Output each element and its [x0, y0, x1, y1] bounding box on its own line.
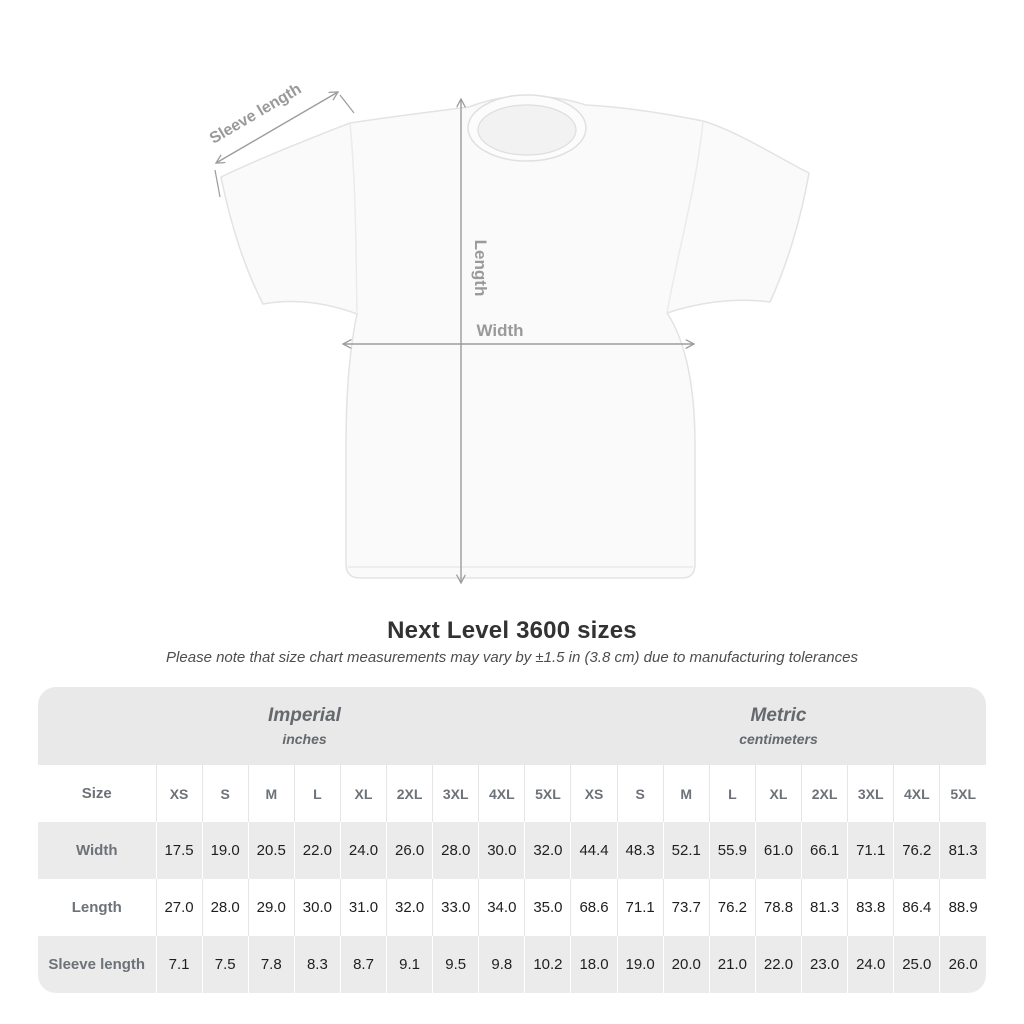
sleeve-extension-tick-right [340, 95, 354, 113]
unit-group-header-row [38, 687, 986, 765]
measurement-value: 52.1 [663, 822, 709, 879]
size-column-header: 3XL [848, 765, 894, 822]
measurement-value: 19.0 [617, 936, 663, 993]
length-label: Length [471, 239, 490, 297]
measurement-value: 73.7 [663, 879, 709, 936]
measurement-value: 55.9 [709, 822, 755, 879]
size-chart-table [38, 687, 986, 993]
size-header-row [38, 765, 986, 822]
measurement-value: 33.0 [433, 879, 479, 936]
measurement-value: 88.9 [940, 879, 986, 936]
measurement-value: 61.0 [755, 822, 801, 879]
measurement-value: 31.0 [340, 879, 386, 936]
page-title: Next Level 3600 sizes [387, 617, 637, 644]
measurement-value: 32.0 [525, 822, 571, 879]
measurement-value: 35.0 [525, 879, 571, 936]
tolerance-note: Please note that size chart measurements may vary by ±1.5 in (3.8 cm) due to manufacturing tolerances [166, 649, 858, 666]
measurement-value: 20.5 [248, 822, 294, 879]
measurement-value: 24.0 [340, 822, 386, 879]
metric-group-title: Metric [750, 705, 807, 726]
measurement-value: 81.3 [940, 822, 986, 879]
measurement-value: 19.0 [202, 822, 248, 879]
measurement-value: 8.7 [340, 936, 386, 993]
size-column-header: 5XL [940, 765, 986, 822]
measurement-row [38, 879, 986, 936]
measurement-value: 25.0 [894, 936, 940, 993]
measurement-value: 29.0 [248, 879, 294, 936]
measurement-value: 24.0 [848, 936, 894, 993]
measurement-value: 9.5 [433, 936, 479, 993]
measurement-value: 9.1 [387, 936, 433, 993]
size-column-header: S [202, 765, 248, 822]
measurement-value: 20.0 [663, 936, 709, 993]
measurement-value: 71.1 [617, 879, 663, 936]
sleeve-length-label: Sleeve length [206, 80, 305, 148]
size-column-header: 5XL [525, 765, 571, 822]
measurement-value: 22.0 [294, 822, 340, 879]
measurement-value: 44.4 [571, 822, 617, 879]
size-column-header: 4XL [894, 765, 940, 822]
imperial-group-header [38, 687, 571, 765]
size-column-header: XL [340, 765, 386, 822]
measurement-value: 76.2 [709, 879, 755, 936]
measurement-row [38, 936, 986, 993]
measurement-value: 66.1 [802, 822, 848, 879]
measurement-value: 30.0 [479, 822, 525, 879]
metric-group-subtitle: centimeters [739, 731, 818, 747]
measurement-value: 7.1 [156, 936, 202, 993]
size-column-header: M [248, 765, 294, 822]
measurement-value: 18.0 [571, 936, 617, 993]
measurement-value: 9.8 [479, 936, 525, 993]
measurement-row [38, 822, 986, 879]
measurement-value: 28.0 [202, 879, 248, 936]
size-column-header: XS [571, 765, 617, 822]
size-column-header: M [663, 765, 709, 822]
measurement-value: 81.3 [802, 879, 848, 936]
imperial-group-subtitle: inches [282, 731, 327, 747]
measurement-value: 22.0 [755, 936, 801, 993]
measurement-value: 23.0 [802, 936, 848, 993]
measurement-value: 27.0 [156, 879, 202, 936]
measurement-value: 86.4 [894, 879, 940, 936]
size-column-header: S [617, 765, 663, 822]
size-header-cell: Size [38, 765, 156, 822]
sleeve-extension-tick-left [215, 170, 220, 197]
measurement-value: 32.0 [387, 879, 433, 936]
size-column-header: 2XL [802, 765, 848, 822]
measurement-value: 68.6 [571, 879, 617, 936]
measurement-value: 26.0 [940, 936, 986, 993]
measurement-value: 10.2 [525, 936, 571, 993]
imperial-group-title: Imperial [268, 705, 341, 726]
size-column-header: L [709, 765, 755, 822]
width-label: Width [476, 321, 524, 340]
size-column-header: 4XL [479, 765, 525, 822]
metric-group-header [571, 687, 986, 765]
measurement-row-label: Length [38, 879, 156, 936]
measurement-value: 7.8 [248, 936, 294, 993]
size-chart [38, 687, 986, 993]
measurement-value: 17.5 [156, 822, 202, 879]
measurement-row-label: Width [38, 822, 156, 879]
measurement-value: 83.8 [848, 879, 894, 936]
measurement-value: 48.3 [617, 822, 663, 879]
measurement-value: 71.1 [848, 822, 894, 879]
size-column-header: 3XL [433, 765, 479, 822]
measurement-value: 76.2 [894, 822, 940, 879]
size-column-header: XL [755, 765, 801, 822]
measurement-value: 34.0 [479, 879, 525, 936]
measurement-value: 26.0 [387, 822, 433, 879]
size-column-header: XS [156, 765, 202, 822]
measurement-value: 7.5 [202, 936, 248, 993]
size-column-header: 2XL [387, 765, 433, 822]
measurement-row-label: Sleeve length [38, 936, 156, 993]
measurement-value: 21.0 [709, 936, 755, 993]
collar [468, 95, 586, 161]
size-column-header: L [294, 765, 340, 822]
measurement-value: 30.0 [294, 879, 340, 936]
measurement-value: 8.3 [294, 936, 340, 993]
measurement-value: 78.8 [755, 879, 801, 936]
measurement-value: 28.0 [433, 822, 479, 879]
